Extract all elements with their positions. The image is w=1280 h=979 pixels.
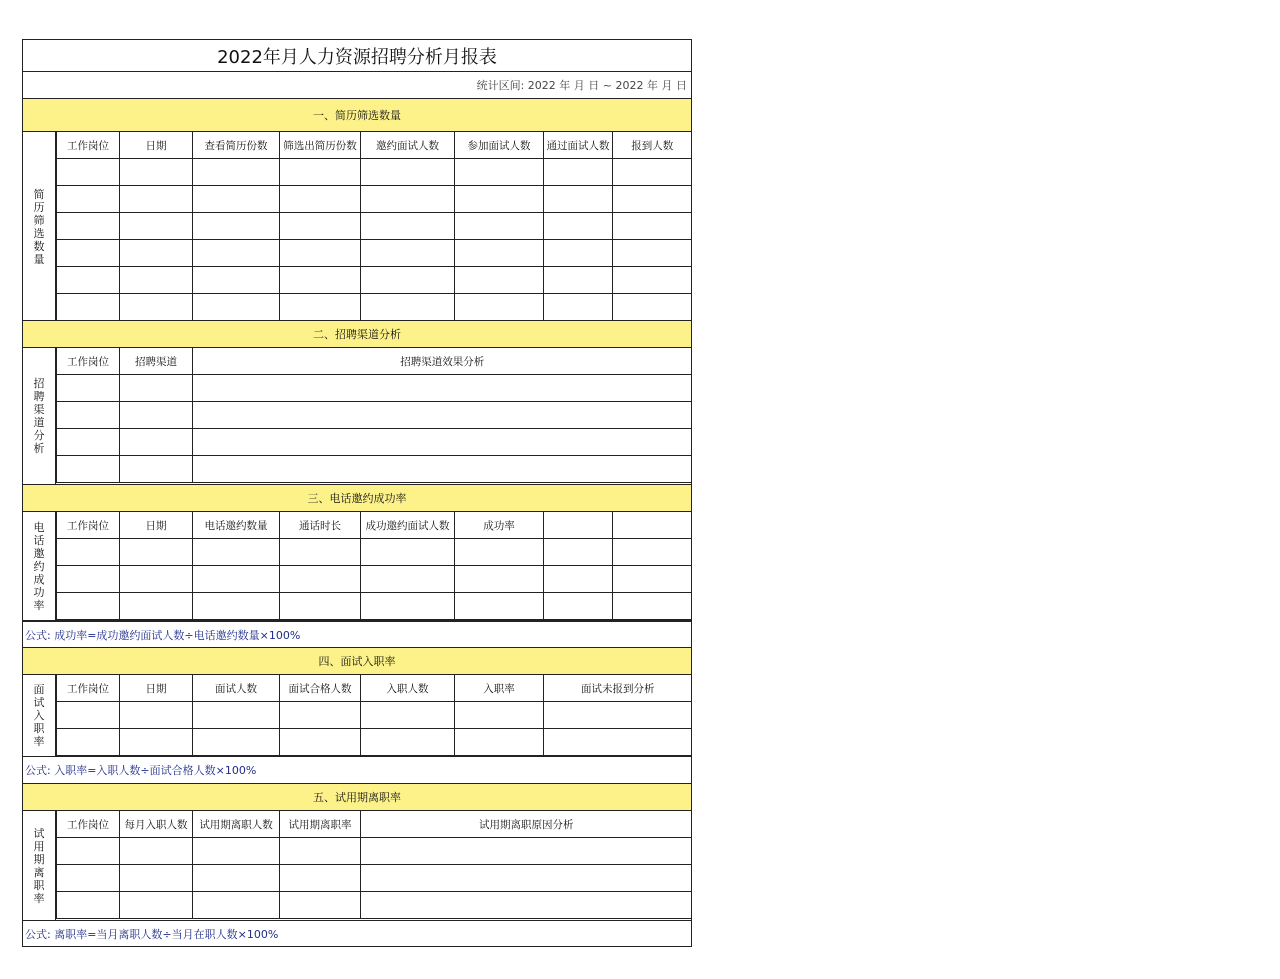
side-label-interview-hire-rate: 面试入职率 [23,675,56,756]
table-cell[interactable] [120,566,193,593]
column-header: 筛选出简历份数 [280,132,361,159]
column-header: 入职率 [455,675,544,702]
table-cell[interactable] [613,593,692,620]
table-row [57,213,692,240]
table-cell[interactable] [193,429,692,456]
formula-success-rate: 公式: 成功率=成功邀约面试人数÷电话邀约数量×100% [23,620,691,647]
report-sheet [22,39,692,947]
table-cell[interactable] [544,213,613,240]
table-cell[interactable] [361,566,455,593]
table-cell[interactable] [193,159,280,186]
column-header: 参加面试人数 [455,132,544,159]
table-cell[interactable] [613,539,692,566]
table-cell[interactable] [280,159,361,186]
table-cell[interactable] [120,213,193,240]
table-row [57,539,692,566]
table-cell[interactable] [544,702,692,729]
section-heading-resume-screening: 一、简历筛选数量 [23,99,691,132]
table-cell[interactable] [361,593,455,620]
table-cell[interactable] [193,838,280,865]
table-cell[interactable] [193,566,280,593]
table-cell[interactable] [193,375,692,402]
column-header: 成功率 [455,512,544,539]
table-cell[interactable] [544,593,613,620]
table-header-row [57,348,692,375]
column-header [544,512,613,539]
statistics-period: 统计区间: 2022 年 月 日 ~ 2022 年 月 日 [23,72,691,99]
table-cell[interactable] [455,240,544,267]
table-row [57,375,692,402]
table-row [57,402,692,429]
table-cell[interactable] [280,702,361,729]
side-label-phone-invitation: 电话邀约成功率 [23,512,56,620]
table-cell[interactable] [455,593,544,620]
table-cell[interactable] [455,729,544,756]
table-cell[interactable] [455,539,544,566]
table-row [57,159,692,186]
table-row [57,456,692,483]
table-cell[interactable] [544,729,692,756]
table-cell[interactable] [120,865,193,892]
table-cell[interactable] [361,186,455,213]
table-cell[interactable] [280,186,361,213]
table-cell[interactable] [57,429,120,456]
column-header: 工作岗位 [57,811,120,838]
table-cell[interactable] [613,186,692,213]
table-row [57,267,692,294]
table-cell[interactable] [280,267,361,294]
table-cell[interactable] [613,213,692,240]
column-header: 面试人数 [193,675,280,702]
table-cell[interactable] [361,240,455,267]
table-cell[interactable] [120,729,193,756]
table-cell[interactable] [57,729,120,756]
table-cell[interactable] [57,240,120,267]
table-cell[interactable] [57,159,120,186]
table-cell[interactable] [544,294,613,321]
column-header: 试用期离职原因分析 [361,811,692,838]
table-cell[interactable] [280,593,361,620]
table-cell[interactable] [280,539,361,566]
column-header: 日期 [120,132,193,159]
table-cell[interactable] [544,159,613,186]
table-row [57,429,692,456]
table-row [57,702,692,729]
table-cell[interactable] [57,566,120,593]
table-cell[interactable] [57,539,120,566]
column-header: 工作岗位 [57,675,120,702]
table-cell[interactable] [280,566,361,593]
table-row [57,593,692,620]
table-cell[interactable] [120,159,193,186]
table-cell[interactable] [57,213,120,240]
table-cell[interactable] [193,402,692,429]
table-cell[interactable] [361,267,455,294]
table-cell[interactable] [57,294,120,321]
table-cell[interactable] [455,566,544,593]
table-row [57,838,692,865]
table-cell[interactable] [193,186,280,213]
formula-hire-rate: 公式: 入职率=入职人数÷面试合格人数×100% [23,756,691,783]
table-cell[interactable] [193,240,280,267]
table-cell[interactable] [613,159,692,186]
table-cell[interactable] [57,865,120,892]
table-cell[interactable] [544,539,613,566]
table-cell[interactable] [57,838,120,865]
table-row [57,186,692,213]
table-cell[interactable] [280,865,361,892]
column-header: 入职人数 [361,675,455,702]
table-cell[interactable] [361,838,692,865]
table-cell[interactable] [544,240,613,267]
table-probation-turnover [56,811,692,919]
table-cell[interactable] [193,892,280,919]
column-header: 招聘渠道 [120,348,193,375]
table-row [57,294,692,321]
formula-turnover-rate: 公式: 离职率=当月离职人数÷当月在职人数×100% [23,920,691,946]
column-header: 成功邀约面试人数 [361,512,455,539]
table-resume-screening [56,132,692,321]
table-cell[interactable] [361,539,455,566]
column-header: 面试未报到分析 [544,675,692,702]
table-row [57,729,692,756]
table-cell[interactable] [455,267,544,294]
column-header: 试用期离职率 [280,811,361,838]
table-cell[interactable] [120,240,193,267]
column-header: 工作岗位 [57,132,120,159]
table-cell[interactable] [280,729,361,756]
side-label-recruitment-channel: 招聘渠道分析 [23,348,56,484]
table-cell[interactable] [361,159,455,186]
table-header-row [57,675,692,702]
table-cell[interactable] [280,294,361,321]
column-header: 日期 [120,512,193,539]
column-header: 工作岗位 [57,348,120,375]
table-cell[interactable] [57,402,120,429]
column-header: 工作岗位 [57,512,120,539]
table-cell[interactable] [120,593,193,620]
table-cell[interactable] [455,186,544,213]
table-header-row [57,132,692,159]
table-cell[interactable] [193,213,280,240]
section-heading-recruitment-channel: 二、招聘渠道分析 [23,320,691,348]
table-cell[interactable] [57,375,120,402]
table-cell[interactable] [57,593,120,620]
table-cell[interactable] [57,267,120,294]
table-cell[interactable] [280,892,361,919]
column-header: 日期 [120,675,193,702]
table-cell[interactable] [193,267,280,294]
table-cell[interactable] [57,892,120,919]
table-cell[interactable] [280,213,361,240]
table-cell[interactable] [193,539,280,566]
table-cell[interactable] [120,456,193,483]
table-cell[interactable] [193,702,280,729]
table-row [57,892,692,919]
column-header: 查看简历份数 [193,132,280,159]
column-header: 每月入职人数 [120,811,193,838]
column-header: 通过面试人数 [544,132,613,159]
table-cell[interactable] [613,566,692,593]
column-header: 报到人数 [613,132,692,159]
table-cell[interactable] [455,294,544,321]
table-cell[interactable] [120,702,193,729]
table-cell[interactable] [120,539,193,566]
table-cell[interactable] [361,294,455,321]
table-cell[interactable] [361,213,455,240]
table-cell[interactable] [280,838,361,865]
table-cell[interactable] [613,294,692,321]
section-heading-phone-invitation: 三、电话邀约成功率 [23,484,691,512]
table-cell[interactable] [280,240,361,267]
table-interview-hire-rate [56,675,692,756]
table-cell[interactable] [57,702,120,729]
column-header: 试用期离职人数 [193,811,280,838]
table-cell[interactable] [193,865,280,892]
side-label-probation-turnover: 试用期离职率 [23,811,56,920]
section-heading-probation-turnover: 五、试用期离职率 [23,783,691,811]
column-header: 通话时长 [280,512,361,539]
table-cell[interactable] [361,892,692,919]
column-header: 面试合格人数 [280,675,361,702]
column-header: 邀约面试人数 [361,132,455,159]
table-cell[interactable] [544,186,613,213]
table-cell[interactable] [193,456,692,483]
section-heading-interview-hire-rate: 四、面试入职率 [23,647,691,675]
table-cell[interactable] [120,838,193,865]
table-cell[interactable] [193,294,280,321]
column-header: 电话邀约数量 [193,512,280,539]
report-title: 2022年月人力资源招聘分析月报表 [23,40,691,72]
table-cell[interactable] [455,213,544,240]
table-phone-invitation [56,512,692,620]
table-cell[interactable] [57,456,120,483]
column-header: 招聘渠道效果分析 [193,348,692,375]
table-cell[interactable] [361,729,455,756]
table-recruitment-channel [56,348,692,483]
table-cell[interactable] [193,593,280,620]
table-cell[interactable] [361,865,692,892]
table-cell[interactable] [120,294,193,321]
table-cell[interactable] [120,402,193,429]
table-header-row [57,811,692,838]
table-cell[interactable] [455,702,544,729]
table-cell[interactable] [120,429,193,456]
table-row [57,240,692,267]
column-header [613,512,692,539]
table-cell[interactable] [120,267,193,294]
table-cell[interactable] [544,267,613,294]
table-cell[interactable] [193,729,280,756]
table-cell[interactable] [613,267,692,294]
table-row [57,865,692,892]
table-header-row [57,512,692,539]
table-cell[interactable] [613,240,692,267]
table-cell[interactable] [120,892,193,919]
table-cell[interactable] [120,186,193,213]
table-cell[interactable] [57,186,120,213]
table-cell[interactable] [544,566,613,593]
table-cell[interactable] [120,375,193,402]
table-row [57,566,692,593]
table-cell[interactable] [361,702,455,729]
table-cell[interactable] [455,159,544,186]
side-label-resume-screening: 简历筛选数量 [23,132,56,321]
